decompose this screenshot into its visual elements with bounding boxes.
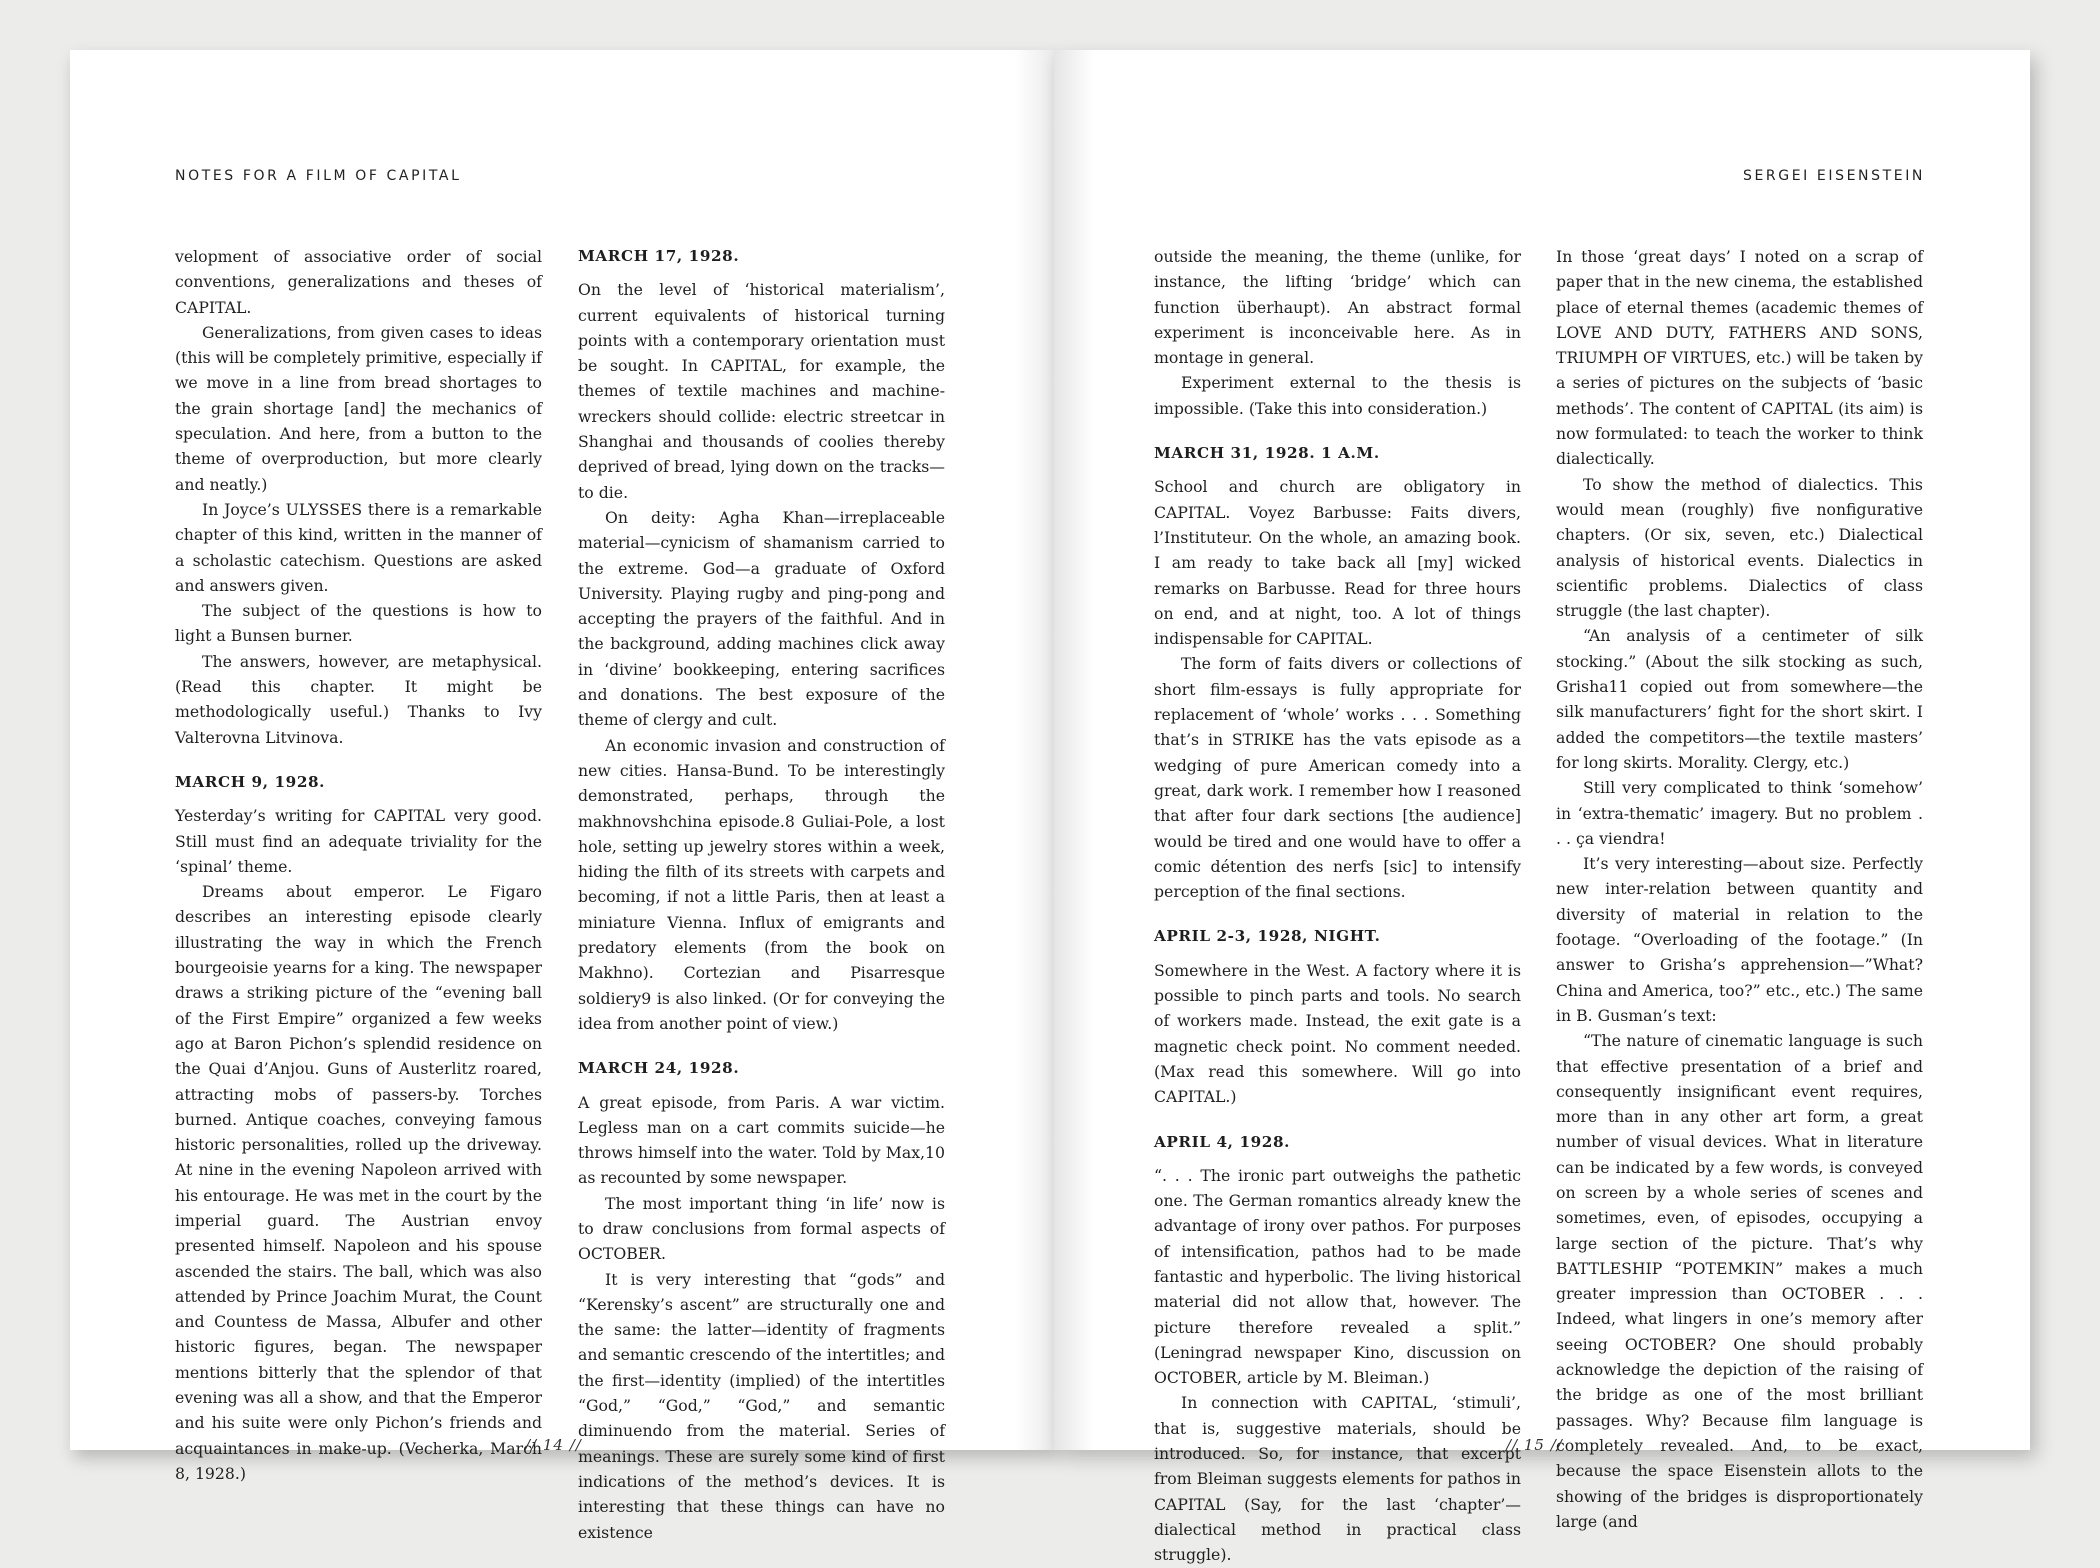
entry-date-heading: MARCH 24, 1928.	[578, 1059, 740, 1078]
paragraph: The subject of the questions is how to light a Bunsen burner.	[175, 601, 542, 646]
paragraph: Somewhere in the West. A factory where it is possible to pinch parts and tools. No search of workers made. Instead, the exit gate is a magnetic check point. No comment needed. (Max read this somewhere. Will go into CAPITAL.)	[1154, 960, 1521, 1107]
paragraph: On deity: Agha Khan—irreplaceable material—cynicism of shamanism carried to the extreme. God—a graduate of Oxford University. Playing rugby and ping-pong and accepting the prayers of the faithful. And in the background, adding machines click away in ‘divine’ bookkeeping, entering sacrifices and donations. The best exposure of the theme of clergy and cult.	[578, 507, 945, 730]
running-head: NOTES FOR A FILM OF CAPITAL	[175, 168, 462, 184]
paragraph: An economic invasion and construction of new cities. Hansa-Bund. To be interestingly demonstrated, perhaps, through the makhnovshchina episode.8 Guliai-Pole, a lost hole, setting up jewelry stores within a week, hiding the filth of its streets with carpets and becoming, if not a little Paris, then at least a miniature Vienna. Influx of emigrants and predatory elements (from the book on Makhno). Cortezian and Pisarresque soldiery9 is also linked. (Or for conveying the idea from another point of view.)	[578, 735, 945, 1033]
running-head: SERGEI EISENSTEIN	[1743, 168, 1925, 184]
page-number: // 14 //	[525, 1436, 582, 1454]
entry-date-heading: APRIL 4, 1928.	[1154, 1132, 1290, 1151]
entry-date-heading: MARCH 9, 1928.	[175, 772, 326, 791]
left-page	[70, 50, 1054, 1542]
text-column	[1154, 244, 1521, 1568]
paragraph: In Joyce’s ULYSSES there is a remarkable chapter of this kind, written in the manner of a scholastic catechism. Questions are asked and answers given.	[175, 499, 542, 595]
entry-date-heading: MARCH 17, 1928.	[578, 247, 740, 265]
page-number: // 15 //	[1506, 1436, 1563, 1454]
paragraph: In those ‘great days’ I noted on a scrap of paper that in the new cinema, the established place of eternal themes (academic themes of LOVE AND DUTY, FATHERS AND SONS, TRIUMPH OF VIRTUES, etc.) will be taken by a series of pictures on the subjects of ‘basic methods’. The content of CAPITAL (its aim) is now formulated: to teach the worker to think dialectically.	[1556, 247, 1923, 469]
paragraph: To show the method of dialectics. This would mean (roughly) five nonfigurative chapters. (Or six, seven, etc.) Dialectical analysis of historical events. Dialectics in scientific problems. Dialectics of class struggle (the last chapter).	[1556, 474, 1923, 621]
paragraph: Still very complicated to think ‘somehow’ in ‘extra-thematic’ imagery. But no problem . . . ça viendra!	[1556, 778, 1923, 848]
paragraph: Experiment external to the thesis is impossible. (Take this into consideration.)	[1154, 373, 1521, 418]
text-column	[578, 244, 945, 1545]
entry-date-heading: MARCH 31, 1928. 1 A.M.	[1154, 444, 1380, 463]
paragraph: velopment of associative order of social conventions, generalizations and theses of CAPITAL.	[175, 247, 542, 317]
paragraph: On the level of ‘historical materialism’, current equivalents of historical turning points with a contemporary orientation must be sought. In CAPITAL, for example, the themes of textile machines and machine-wreckers should collide: electric streetcar in Shanghai and thousands of coolies thereby deprived of bread, lying down on the tracks—to die.	[578, 280, 945, 502]
paragraph: Yesterday’s writing for CAPITAL very good. Still must find an adequate triviality for the ‘spinal’ theme.	[175, 806, 542, 876]
paragraph: The most important thing ‘in life’ now is to draw conclusions from formal aspects of OCTOBER.	[578, 1193, 945, 1264]
paragraph: The answers, however, are metaphysical. (Read this chapter. It might be methodologically useful.) Thanks to Ivy Valterovna Litvinova.	[175, 651, 542, 747]
text-column	[1556, 244, 1923, 1534]
paragraph: Dreams about emperor. Le Figaro describes an interesting episode clearly illustrating the way in which the French bourgeoisie yearns for a king. The newspaper draws a striking picture of the “evening ball of the First Empire” organized a few weeks ago at Baron Pichon’s splendid residence on the Quai d’Anjou. Guns of Austerlitz roared, attracting mobs of passers-by. Torches burned. Antique coaches, conveying famous historic personalities, rolled up the driveway. At nine in the evening Napoleon arrived with his entourage. He was met in the court by the imperial guard. The Austrian envoy presented himself. Napoleon and his spouse ascended the stairs. The ball, which was also attended by Prince Joachim Murat, the Count and Countess de Massa, Albufer and other historic figures, began. The newspaper mentions bitterly that the splendor of that evening was all a show, and that the Emperor and his suite were only Pichon’s friends and acquaintances in make-up. (Vecherka, March 8, 1928.)	[175, 882, 542, 1483]
text-column	[175, 244, 542, 1486]
paragraph: The form of faits divers or collections of short film-essays is fully appropriate for replacement of ‘whole’ works . . . Something that’s in STRIKE has the vats episode as a wedging of pure American comedy into a great, dark work. I remember how I reasoned that after four dark sections [the audience] would be tired and one would have to offer a comic détention des nerfs [sic] to intensify perception of the final sections.	[1154, 654, 1521, 902]
paragraph: “An analysis of a centimeter of silk stocking.” (About the silk stocking as such, Grisha11 copied out from somewhere—the silk manufacturers’ fight for the short skirt. I added the competitors—the textile masters’ for long skirts. Morality. Clergy, etc.)	[1556, 626, 1923, 772]
paragraph: In connection with CAPITAL, ‘stimuli’, that is, suggestive materials, should be introduced. So, for instance, that excerpt from Bleiman suggests elements for pathos in CAPITAL (Say, for the last ‘chapter’—dialectical method in practical class struggle).	[1154, 1393, 1521, 1565]
paragraph: School and church are obligatory in CAPITAL. Voyez Barbusse: Faits divers, l’Instituteur. On the whole, an amazing book. I am ready to take back all [my] wicked remarks on Barbusse. Read for three hours on end, and at night, too. A lot of things indispensable for CAPITAL.	[1154, 477, 1521, 649]
paragraph: “. . . The ironic part outweighs the pathetic one. The German romantics already knew the advantage of irony over pathos. For purposes of intensification, pathos had to be made fantastic and hyperbolic. The living historical material did not allow that, however. The picture therefore revealed a split.” (Leningrad newspaper Kino, discussion on OCTOBER, article by M. Bleiman.)	[1154, 1165, 1521, 1388]
paragraph: Generalizations, from given cases to ideas (this will be completely primitive, especially if we move in a line from bread shortages to the grain shortage [and] the mechanics of speculation. And here, from a button to the theme of overproduction, but more clearly and neatly.)	[175, 322, 542, 494]
paragraph: “The nature of cinematic language is such that effective presentation of a brief and consequently insignificant event requires, more than in any other art form, a great number of visual devices. What in literature can be indicated by a few words, is conveyed on screen by a whole series of scenes and sometimes, even, of episodes, occupying a large section of the picture. That’s why BATTLESHIP “POTEMKIN” makes a much greater impression than OCTOBER . . . Indeed, what lingers in one’s memory after seeing OCTOBER? One should probably acknowledge the depiction of the raising of the bridge as one of the most brilliant passages. Why? Because film language is completely revealed. And, to be exact, because the space Eisenstein allots to the showing of the bridges is disproportionately large (and	[1556, 1031, 1923, 1531]
paragraph: outside the meaning, the theme (unlike, for instance, the lifting ‘bridge’ which can function überhaupt). An abstract formal experiment is inconceivable here. As in montage in general.	[1154, 247, 1521, 368]
paragraph: It is very interesting that “gods” and “Kerensky’s ascent” are structurally one and the same: the latter—identity of fragments and semantic crescendo of the intertitles; and the first—identity (implied) of the intertitles “God,” “God,” “God,” and semantic diminuendo from the material. Series of meanings. These are surely some kind of first indications of the method’s devices. It is interesting that these things can have no existence	[578, 1269, 945, 1542]
paragraph: It’s very interesting—about size. Perfectly new inter-relation between quantity and diversity of material in relation to the footage. “Overloading of the footage.” (In answer to Grisha’s apprehension—”What? China and America, too?” etc., etc.) The same in B. Gusman’s text:	[1556, 854, 1923, 1025]
right-page	[1054, 50, 2030, 1565]
entry-date-heading: APRIL 2-3, 1928, NIGHT.	[1154, 927, 1381, 946]
paragraph: A great episode, from Paris. A war victim. Legless man on a cart commits suicide—he throws himself into the water. Told by Max,10 as recounted by some newspaper.	[578, 1092, 945, 1188]
